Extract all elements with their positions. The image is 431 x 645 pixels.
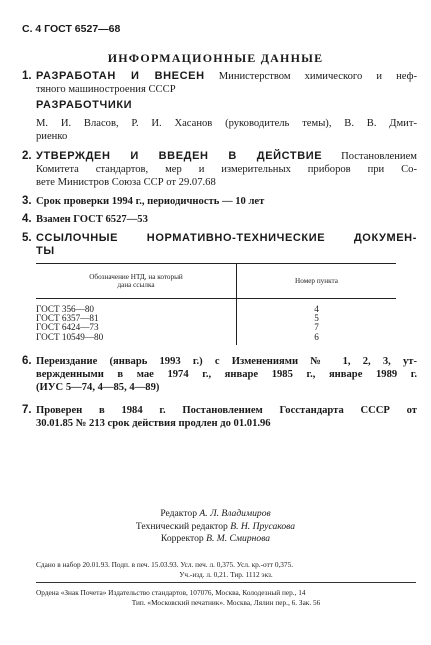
staff-credits <box>0 508 431 546</box>
imprint-line1: Сдано в набор 20.01.93. Подп. в печ. 15.03.93. Усл. печ. л. 0,375. Усл. кр.-отт 0,375. <box>36 560 294 569</box>
item-2-line3: вете Министров Союза ССР от 29.07.68 <box>36 177 216 188</box>
item-4 <box>22 213 417 226</box>
editor-line <box>0 508 431 521</box>
cell-document: ГОСТ 10549—80 <box>36 333 237 345</box>
item-2-rest: Постановлением <box>341 151 417 162</box>
editor-name: А. Л. Владимиров <box>199 508 271 519</box>
item-1-line1 <box>36 70 417 83</box>
item-1 <box>22 70 417 96</box>
column-header-point: Номер пункта <box>237 264 397 299</box>
cell-point: 5 <box>314 313 319 324</box>
item-5-line1: ССЫЛОЧНЫЕ НОРМАТИВНО-ТЕХНИЧЕСКИЕ ДОКУМЕН- <box>36 232 417 244</box>
item-2-line2: Комитета стандартов, мер и измерительных приборов при Со- <box>36 164 417 175</box>
item-7-number: 7. <box>22 404 32 416</box>
item-6-line2: вержденными в мае 1974 г., январе 1985 г., январе 1989 г. <box>36 369 417 380</box>
column-header-document-line1: Обозначение НТД, на который <box>89 273 183 281</box>
item-6-number: 6. <box>22 355 32 367</box>
corrector-label: Корректор <box>160 533 204 544</box>
table-header-row <box>36 264 396 299</box>
tech-editor-label: Технический редактор <box>135 520 228 532</box>
item-1-caps: РАЗРАБОТАН И ВНЕСЕН <box>36 70 205 82</box>
item-2-number: 2. <box>22 150 32 162</box>
imprint-line2: Уч.-изд. л. 0,21. Тир. 1112 экз. <box>179 569 273 579</box>
item-6 <box>22 355 417 394</box>
developers-line1: М. И. Власов, Р. И. Хасанов (руководитель темы), В. В. Дмит- <box>36 118 417 129</box>
developers <box>22 99 417 143</box>
item-6-line3: (ИУС 5—74, 4—85, 4—89) <box>36 382 160 393</box>
imprint-print-data <box>36 560 416 579</box>
item-3-number: 3. <box>22 195 32 207</box>
item-2-caps: УТВЕРЖДЕН И ВВЕДЕН В ДЕЙСТВИЕ <box>36 150 323 162</box>
imprint-divider <box>36 582 416 583</box>
item-5 <box>22 232 417 258</box>
cell-point: 4 <box>314 304 319 314</box>
item-3-text: Срок проверки 1994 г., периодичность — 10 лет <box>36 196 265 207</box>
item-4-text: Взамен ГОСТ 6527—53 <box>36 214 148 225</box>
cell-document: ГОСТ 356—80 <box>36 299 237 315</box>
item-6-line1: Переиздание (январь 1993 г.) с Изменениями № 1, 2, 3, ут- <box>36 356 417 367</box>
item-5-line2: ТЫ <box>36 245 55 257</box>
editor-label: Редактор <box>160 508 198 519</box>
item-4-number: 4. <box>22 213 32 225</box>
item-1-number: 1. <box>22 70 32 82</box>
section-title: ИНФОРМАЦИОННЫЕ ДАННЫЕ <box>107 51 324 65</box>
table-row <box>36 299 396 315</box>
item-3 <box>22 195 417 208</box>
item-1-rest: Министерством химического и неф- <box>218 71 417 82</box>
developers-line2: риенко <box>36 131 68 142</box>
tech-editor-line <box>0 521 431 534</box>
item-7 <box>22 404 417 430</box>
page-header: С. 4 ГОСТ 6527—68 <box>22 23 121 35</box>
imprint-publisher <box>36 588 416 607</box>
item-1-line2: тяного машиностроения СССР <box>36 84 176 95</box>
cell-point: 7 <box>314 322 319 333</box>
column-header-document <box>36 264 237 299</box>
cell-document: ГОСТ 6424—73 <box>36 323 237 332</box>
cell-document: ГОСТ 6357—81 <box>36 314 237 323</box>
imprint-line4: Тип. «Московский печатник». Москва, Лялин пер., 6. Зак. 56 <box>131 597 321 607</box>
item-5-number: 5. <box>22 232 32 244</box>
corrector-name: В. М. Смирнова <box>206 533 271 544</box>
item-7-line2: 30.01.85 № 213 срок действия продлен до 01.01.96 <box>36 418 271 429</box>
table-row <box>36 333 396 345</box>
item-2 <box>22 150 417 189</box>
corrector-line <box>0 533 431 546</box>
column-header-document-line2: дана ссылка <box>117 281 155 289</box>
reference-table <box>36 263 396 345</box>
developers-heading: РАЗРАБОТЧИКИ <box>36 99 133 111</box>
cell-point: 6 <box>314 331 319 342</box>
item-7-line1: Проверен в 1984 г. Постановлением Госстандарта СССР от <box>36 405 417 416</box>
tech-editor-name: В. Н. Прусакова <box>230 520 296 532</box>
imprint-line3: Ордена «Знак Почета» Издательство стандартов, 107076, Москва, Колодезный пер., 14 <box>36 588 306 597</box>
item-2-line1 <box>36 150 417 163</box>
